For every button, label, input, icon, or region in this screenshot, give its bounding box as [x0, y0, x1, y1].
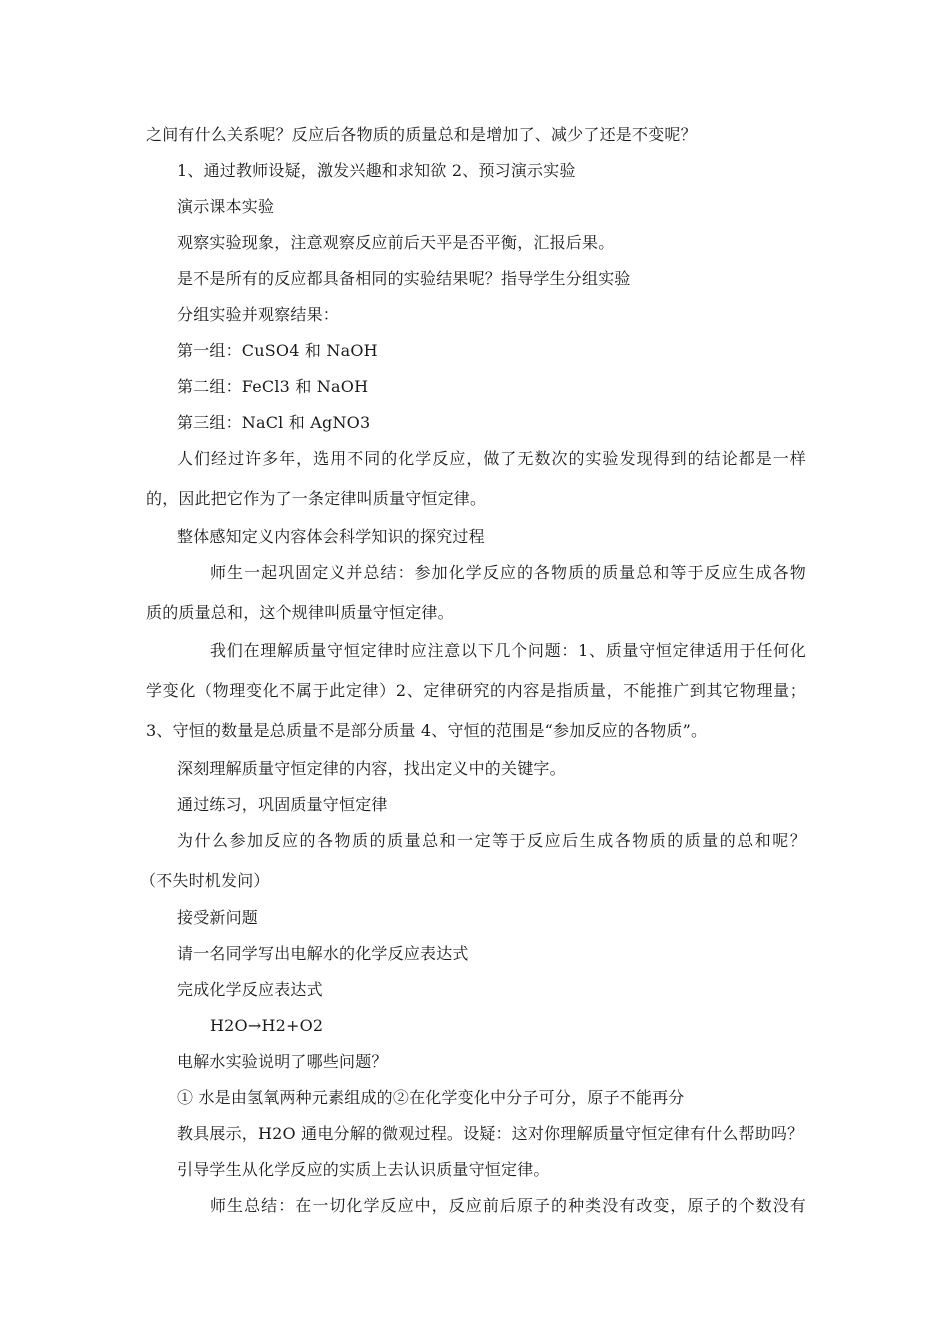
text-line: 电解水实验说明了哪些问题？	[177, 1052, 388, 1071]
text-line: 观察实验现象，注意观察反应前后天平是否平衡，汇报后果。	[177, 233, 615, 252]
text-line: 第二组：FeCl3 和 NaOH	[177, 377, 369, 396]
text-line: 之间有什么关系呢？反应后各物质的质量总和是增加了、减少了还是不变呢？	[146, 125, 697, 144]
text-line: 我们在理解质量守恒定律时应注意以下几个问题：1、质量守恒定律适用于任何化	[210, 641, 806, 660]
text-line: 师生一起巩固定义并总结：参加化学反应的各物质的质量总和等于反应生成各物	[210, 563, 806, 582]
text-line: 请一名同学写出电解水的化学反应表达式	[177, 944, 469, 963]
text-line: 学变化（物理变化不属于此定律）2、定律研究的内容是指质量，不能推广到其它物理量；	[146, 681, 806, 700]
text-line: ① 水是由氢氧两种元素组成的②在化学变化中分子可分，原子不能再分	[177, 1088, 685, 1107]
text-line: 是不是所有的反应都具备相同的实验结果呢？指导学生分组实验	[177, 269, 631, 288]
text-line: 第一组：CuSO4 和 NaOH	[177, 341, 378, 360]
text-line: 3、守恒的数量是总质量不是部分质量 4、守恒的范围是“参加反应的各物质”。	[146, 721, 708, 740]
text-line: 引导学生从化学反应的实质上去认识质量守恒定律。	[177, 1160, 550, 1179]
text-line: 演示课本实验	[177, 197, 275, 216]
text-line: 整体感知定义内容体会科学知识的探究过程	[177, 527, 485, 546]
text-line: 质的质量总和，这个规律叫质量守恒定律。	[146, 603, 454, 622]
text-line: 人们经过许多年，选用不同的化学反应，做了无数次的实验发现得到的结论都是一样	[177, 449, 806, 468]
text-line: 接受新问题	[177, 908, 259, 927]
text-line: （不失时机发问）	[140, 871, 270, 890]
text-line: 第三组：NaCl 和 AgNO3	[177, 413, 371, 432]
text-line: 为什么参加反应的各物质的质量总和一定等于反应后生成各物质的质量的总和呢？	[177, 831, 806, 850]
text-line: 深刻理解质量守恒定律的内容，找出定义中的关键字。	[177, 759, 566, 778]
text-line: 的，因此把它作为了一条定律叫质量守恒定律。	[146, 489, 487, 508]
text-line: 教具展示，H2O 通电分解的微观过程。设疑：这对你理解质量守恒定律有什么帮助吗？	[177, 1124, 804, 1143]
text-line: 完成化学反应表达式	[177, 980, 323, 999]
text-line: 1、通过教师设疑，激发兴趣和求知欲 2、预习演示实验	[177, 161, 576, 180]
chemical-equation: H2O→H2+O2	[210, 1016, 324, 1035]
text-line: 师生总结：在一切化学反应中，反应前后原子的种类没有改变，原子的个数没有	[210, 1196, 806, 1215]
text-line: 通过练习，巩固质量守恒定律	[177, 795, 388, 814]
text-line: 分组实验并观察结果：	[177, 305, 340, 324]
